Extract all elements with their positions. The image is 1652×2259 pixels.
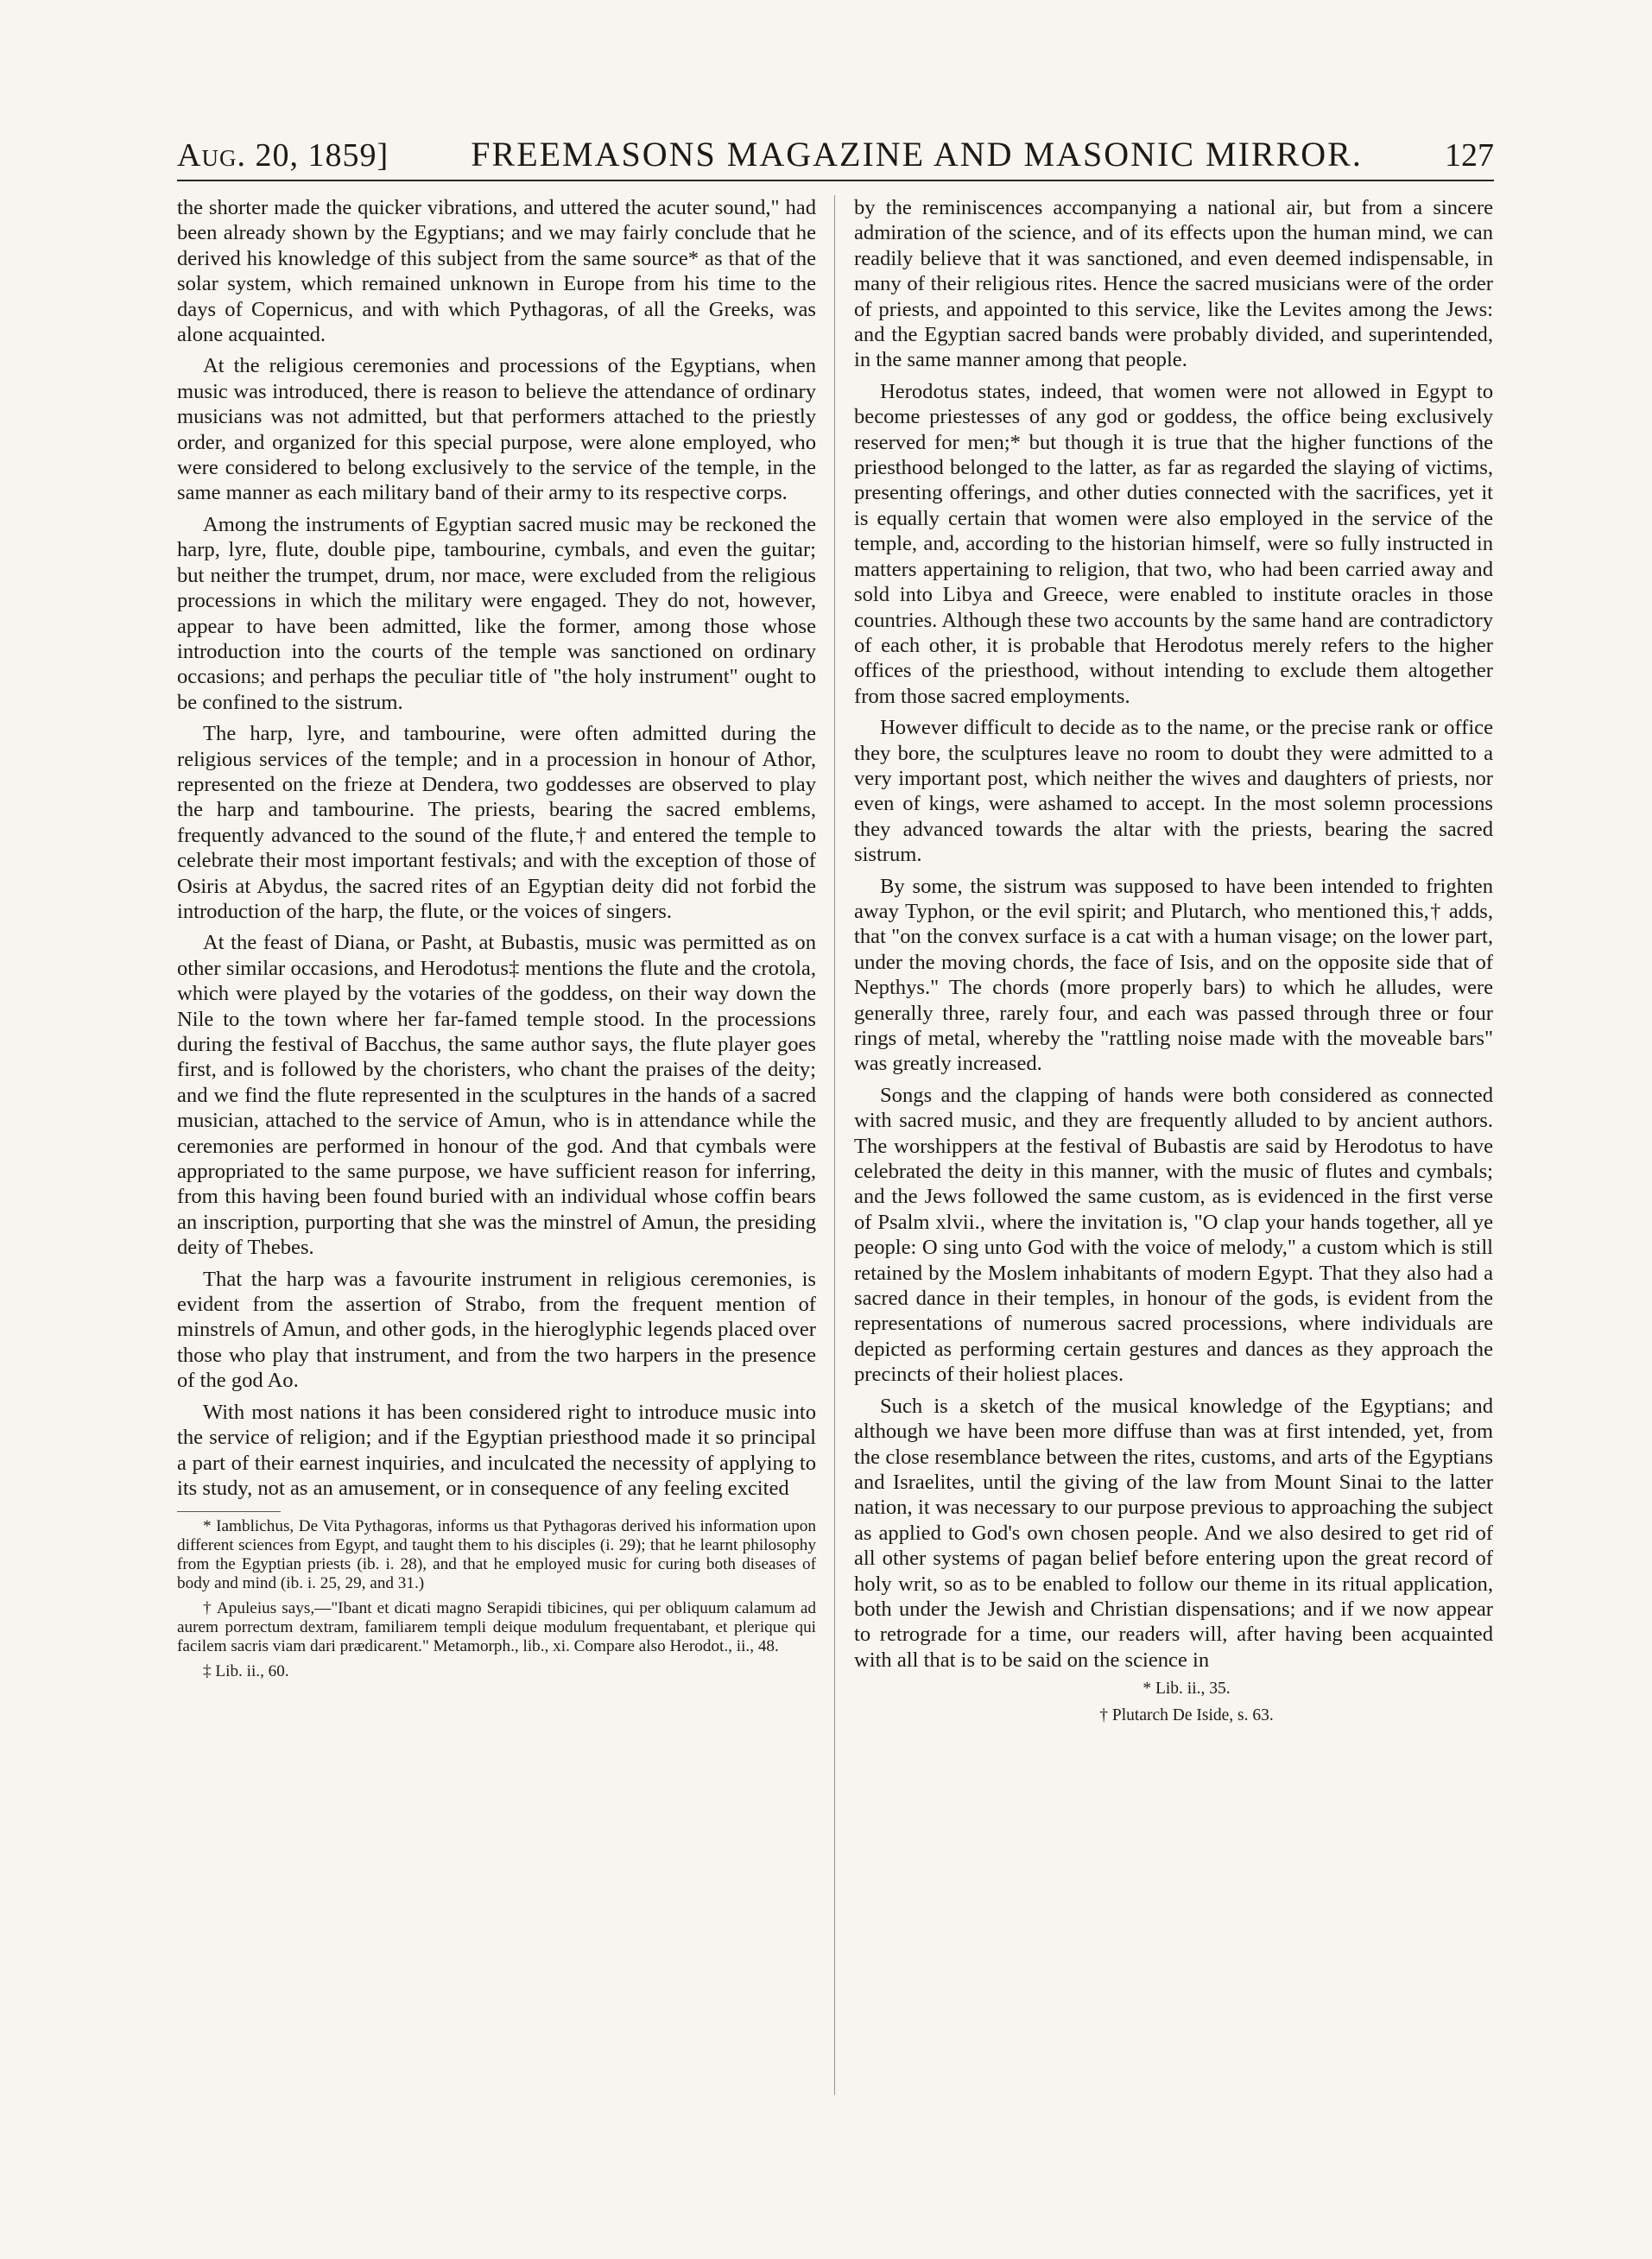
magazine-title: FREEMASONS MAGAZINE AND MASONIC MIRROR.: [471, 135, 1363, 174]
right-paragraph-6: Such is a sketch of the musical knowledge of the Egyptians; and although we have been more diffuse than was at first intended, yet, from the close resemblance between the rites, customs, and arts of the Egyptians and Israelites, until the giving of the law from Mount Sinai to the latter nation, it was necessary to our purpose previous to approaching the subject as applied to God's own chosen people. And we also desired to get rid of all other systems of pagan belief before entering upon the great record of holy writ, so as to be enabled to follow our theme in its ritual application, both under the Jewish and Christian dispensations; and if we now appear to retrograde for a time, our readers will, after having been acquainted with all that is to be said on the science in: [854, 1394, 1493, 1672]
left-footnote-3: ‡ Lib. ii., 60.: [203, 1662, 289, 1681]
running-head: [177, 128, 1494, 181]
right-footnote-1: * Lib. ii., 35.: [1142, 1680, 1231, 1699]
right-paragraph-3: However difficult to decide as to the name, or the precise rank or office they bore, the sculptures leave no room to doubt they were admitted to a very important post, which neither the wives and daughters of priests, nor even of kings, were ashamed to accept. In the most solemn processions they advanced towards the altar with the priests, bearing the sacred sistrum.: [854, 716, 1493, 867]
left-column: [177, 195, 816, 2224]
left-paragraph-3: Among the instruments of Egyptian sacred music may be reckoned the harp, lyre, flute, double pipe, tambourine, cymbals, and even the guitar; but neither the trumpet, drum, nor mace, were excluded from the religious processions in which the military were engaged. They do not, however, appear to have been admitted, like the former, among those whose introduction into the courts of the temple was sanctioned on ordinary occasions; and perhaps the peculiar title of "the holy instrument" ought to be confined to the sistrum.: [177, 512, 816, 714]
footnote-rule: [177, 1511, 281, 1512]
right-paragraph-1: by the reminiscences accompanying a national air, but from a sincere admiration of the science, and of its effects upon the human mind, we can readily believe that it was sanctioned, and even deemed indispensable, in many of their religious rites. Hence the sacred musicians were of the order of priests, and appointed to this service, like the Levites among the Jews: and the Egyptian sacred bands were probably divided, and superintended, in the same manner among that people.: [854, 196, 1493, 372]
left-paragraph-2: At the religious ceremonies and processions of the Egyptians, when music was introduced, there is reason to believe the attendance of ordinary musicians was not admitted, but that performers attached to the priestly order, and organized for this special purpose, were alone employed, who were considered to belong exclusively to the service of the temple, in the same manner as each military band of their army to its respective corps.: [177, 354, 816, 505]
right-footnote-2: † Plutarch De Iside, s. 63.: [1099, 1706, 1274, 1725]
right-paragraph-2: Herodotus states, indeed, that women were not allowed in Egypt to become priestesses of any god or goddess, the office being exclusively reserved for men;* but though it is true that the higher functions of the priesthood belonged to the latter, as far as regarded the slaying of victims, presenting offerings, and other duties connected with the sacrifices, yet it is equally certain that women were also employed in the service of the temple, and, according to the historian himself, were so fully instructed in matters appertaining to religion, that two, who had been carried away and sold into Libya and Greece, were enabled to institute oracles in those countries. Although these two accounts by the same hand are contradictory of each other, it is probable that Herodotus merely refers to the higher offices of the priesthood, without intending to exclude them altogether from those sacred employments.: [854, 379, 1493, 708]
left-footnote-1: * Iamblichus, De Vita Pythagoras, informs us that Pythagoras derived his information upon different sciences from Egypt, and taught them to his disciples (i. 29); that he learnt philosophy from the Egyptian priests (ib. i. 28), and that he employed music for curing both diseases of body and mind (ib. i. 25, 29, and 31.): [177, 1517, 816, 1593]
right-column: [854, 195, 1493, 2224]
left-paragraph-6: That the harp was a favourite instrument in religious ceremonies, is evident from the assertion of Strabo, from the frequent mention of minstrels of Amun, and other gods, in the hieroglyphic legends placed over those who play that instrument, and from the two harpers in the presence of the god Ao.: [177, 1267, 816, 1393]
column-divider: [834, 195, 835, 2095]
issue-date: Aug. 20, 1859]: [177, 137, 389, 174]
left-paragraph-1: the shorter made the quicker vibrations, and uttered the acuter sound," had been already shown by the Egyptians; and we may fairly conclude that he derived his knowledge of this subject from the same source* as that of the solar system, which remained unknown in Europe from his time to the days of Copernicus, and with which Pythagoras, of all the Greeks, was alone acquainted.: [177, 196, 816, 347]
right-paragraph-5: Songs and the clapping of hands were both considered as connected with sacred music, and they are frequently alluded to by ancient authors. The worshippers at the festival of Bubastis are said by Herodotus to have celebrated the deity in this manner, with the music of flutes and cymbals; and the Jews followed the same custom, as is evidenced in the first verse of Psalm xlvii., where the invitation is, "O clap your hands together, all ye people: O sing unto God with the voice of melody," a custom which is still retained by the Moslem inhabitants of modern Egypt. That they also had a sacred dance in their temples, in honour of the gods, is evident from the representations of numerous sacred processions, where individuals are depicted as performing certain gestures and dances as they approach the precincts of their holiest places.: [854, 1083, 1493, 1387]
right-paragraph-4: By some, the sistrum was supposed to have been intended to frighten away Typhon, or the evil spirit; and Plutarch, who mentioned this,† adds, that "on the convex surface is a cat with a human visage; on the lower part, under the moving chords, the face of Isis, and on the opposite side that of Nepthys." The chords (more properly bars) to which he alludes, were generally three, rarely four, and each was passed through three or four rings of metal, whereby the "rattling noise made with the moveable bars" was greatly increased.: [854, 874, 1493, 1076]
left-paragraph-7: With most nations it has been considered right to introduce music into the service of religion; and if the Egyptian priesthood made it so principal a part of their earnest inquiries, and inculcated the necessity of applying to its study, not as an amusement, or in consequence of any feeling excited: [177, 1400, 816, 1500]
page-number: 127: [1445, 137, 1494, 174]
left-footnote-2: † Apuleius says,—"Ibant et dicati magno Serapidi tibicines, qui per obliquum calamum ad aurem porrectum dextram, familiarem templi deique modulum frequentabant, et plerique qui facilem sacris viam dari prædicarent." Metamorph., lib., xi. Compare also Herodot., ii., 48.: [177, 1599, 816, 1656]
left-paragraph-4: The harp, lyre, and tambourine, were often admitted during the religious services of the temple; and in a procession in honour of Athor, represented on the frieze at Dendera, two goddesses are observed to play the harp and tambourine. The priests, bearing the sacred emblems, frequently advanced to the sound of the flute,† and entered the temple to celebrate their most important festivals; and with the exception of those of Osiris at Abydus, the sacred rites of an Egyptian deity did not forbid the introduction of the harp, the flute, or the voices of singers.: [177, 722, 816, 923]
left-paragraph-5: At the feast of Diana, or Pasht, at Bubastis, music was permitted as on other similar occasions, and Herodotus‡ mentions the flute and the crotola, which were played by the votaries of the goddess, on their way down the Nile to the town where her far-famed temple stood. In the processions during the festival of Bacchus, the same author says, the flute player goes first, and is followed by the choristers, who chant the praises of the deity; and we find the flute represented in the sculptures in the hands of a sacred musician, attached to the service of Amun, who is in attendance while the ceremonies are performed in honour of the god. And that cymbals were appropriated to the same purpose, we have sufficient reason for inferring, from this having been found buried with an individual whose coffin bears an inscription, purporting that she was the minstrel of Amun, the presiding deity of Thebes.: [177, 931, 816, 1260]
